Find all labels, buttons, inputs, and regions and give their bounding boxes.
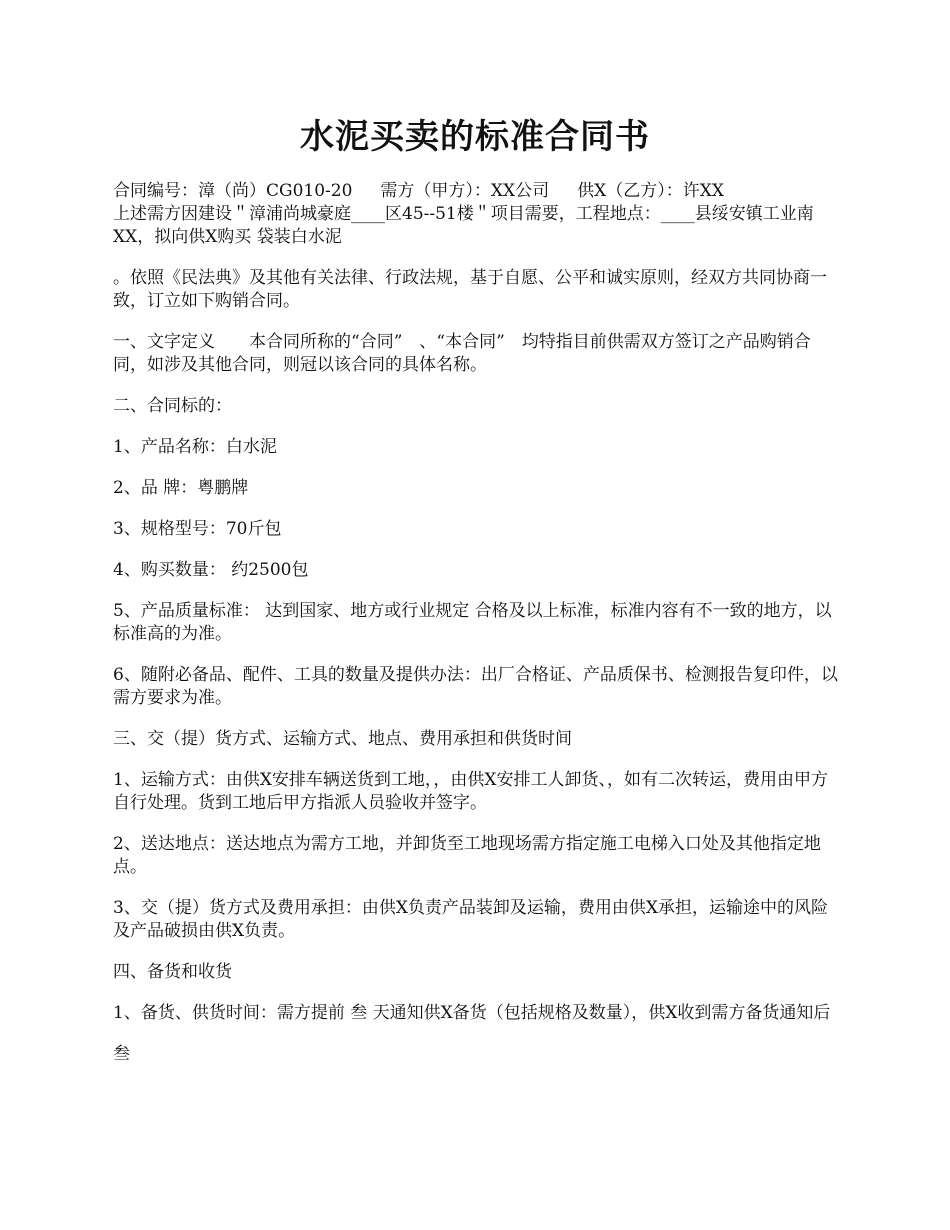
list-item: 3、规格型号：70斤包	[113, 519, 282, 539]
paragraph: 。依照《民法典》及其他有关法律、行政法规，基于自愿、公平和诚实原则，经双方共同协商一致，订立如下购销合同。	[113, 268, 827, 311]
list-item: 1、运输方式：由供X安排车辆送货到工地，，由供X安排工人卸货、，如有二次转运，费用由甲方自行处理。货到工地后甲方指派人员验收并签字。	[113, 770, 829, 813]
section-heading: 四、备货和收货	[113, 962, 232, 982]
section-definitions: 一、文字定义 本合同所称的“合同” 、“本合同” 均特指目前供需双方签订之产品购销合同，如涉及其他合同，则冠以该合同的具体名称。	[113, 332, 811, 375]
paragraph: 上述需方因建设＂漳浦尚城豪庭____区45--51楼＂项目需要，工程地点：____县绥安镇工业南XX，拟向供X购买 袋装白水泥	[113, 204, 814, 247]
list-item: 4、购买数量： 约2500包	[113, 560, 309, 580]
contract-number: 合同编号：漳（尚）CG010-20	[113, 181, 353, 201]
section-heading: 二、合同标的：	[113, 396, 232, 416]
document-title: 水泥买卖的标准合同书	[300, 117, 650, 157]
list-item: 6、随附必备品、配件、工具的数量及提供办法：出厂合格证、产品质保书、检测报告复印件，以需方要求为准。	[113, 665, 838, 708]
paragraph: 叁	[113, 1044, 130, 1064]
section-heading: 三、交（提）货方式、运输方式、地点、费用承担和供货时间	[113, 729, 572, 749]
list-item: 2、送达地点：送达地点为需方工地，并卸货至工地现场需方指定施工电梯入口处及其他指定地点。	[113, 834, 821, 877]
list-item: 3、交（提）货方式及费用承担：由供X负责产品装卸及运输，费用由供X承担，运输途中的风险及产品破损由供X负责。	[113, 898, 829, 941]
party-b: 供X（乙方）：许XX	[577, 181, 724, 201]
list-item: 2、品 牌：粤鹏牌	[113, 478, 249, 498]
party-a: 需方（甲方）：XX公司	[380, 181, 550, 201]
list-item: 5、产品质量标准： 达到国家、地方或行业规定 合格及以上标准，标准内容有不一致的地方，以标准高的为准。	[113, 601, 832, 644]
contract-header	[113, 180, 840, 203]
list-item: 1、备货、供货时间：需方提前 叁 天通知供X备货（包括规格及数量），供X收到需方备货通知后	[113, 1003, 831, 1023]
list-item: 1、产品名称：白水泥	[113, 437, 277, 457]
document-body	[113, 180, 840, 1066]
